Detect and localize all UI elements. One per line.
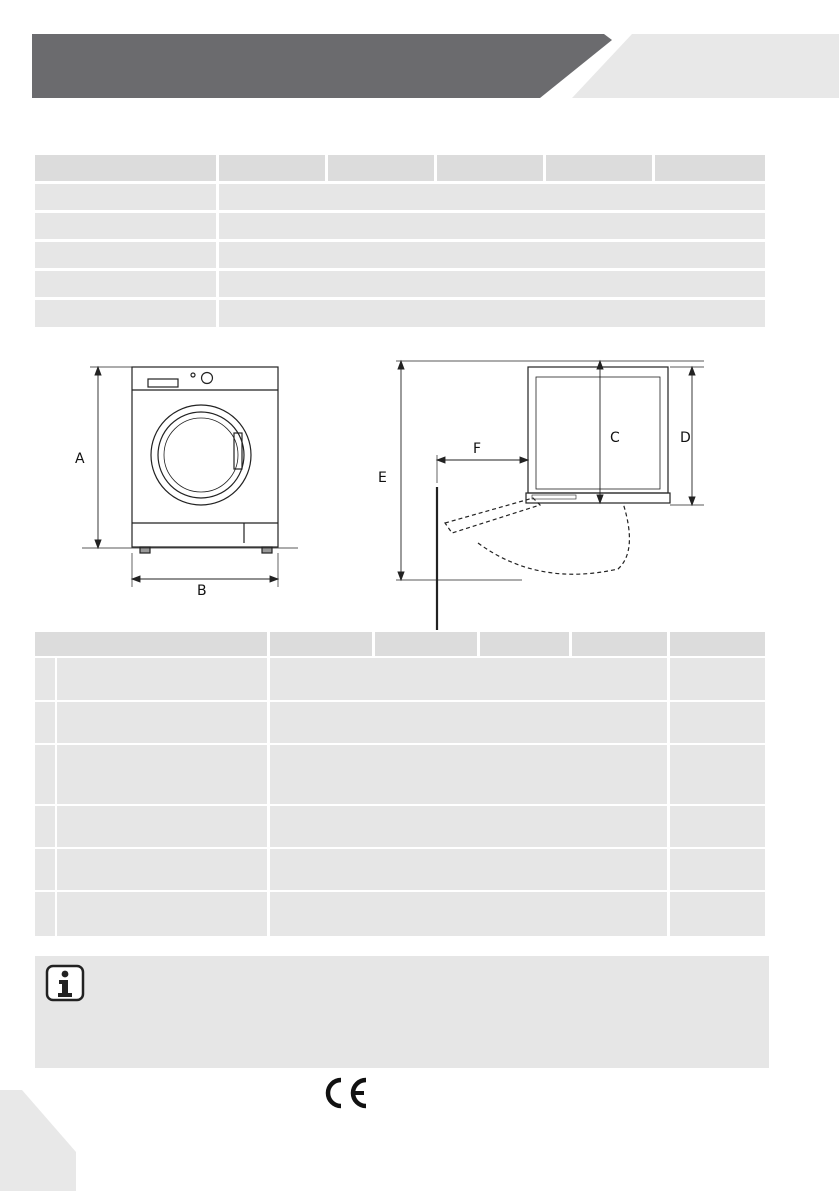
dimension-row-value [270, 892, 667, 936]
dryer-cabinet [132, 367, 278, 547]
dimension-table-header-cell [35, 632, 267, 656]
dimension-row-value [270, 702, 667, 743]
dimension-row-value [270, 658, 667, 700]
dimension-row-value [270, 849, 667, 890]
spec-row-label [35, 300, 216, 327]
spec-table-header-cell [546, 155, 652, 181]
dryer-front-view-diagram [60, 355, 320, 605]
dimension-row-letter [35, 745, 55, 804]
header-title [52, 50, 532, 82]
dimension-row-label [57, 745, 267, 804]
dimension-row-unit [670, 702, 765, 743]
spec-table-header-cell [35, 155, 216, 181]
dimension-row-letter [35, 806, 55, 847]
ce-mark-icon [322, 1076, 370, 1110]
dimension-f-label: F [473, 441, 482, 457]
dimension-table-header-cell [375, 632, 477, 656]
dimension-row-unit [670, 806, 765, 847]
dimension-row-unit [670, 745, 765, 804]
spec-row-value [219, 242, 765, 268]
spec-row-label [35, 242, 216, 268]
spec-row-label [35, 213, 216, 239]
dimension-row-letter [35, 702, 55, 743]
info-icon [45, 964, 85, 1002]
spec-row-label [35, 271, 216, 297]
header-section [640, 52, 820, 80]
spec-row-value [219, 300, 765, 327]
spec-row-label [35, 184, 216, 210]
spec-table [35, 155, 765, 327]
dimension-b-label: B [197, 583, 207, 599]
dimension-row-label [57, 892, 267, 936]
info-note-box [35, 956, 769, 1068]
dimension-d-label: D [680, 430, 691, 446]
dimension-row-value [270, 745, 667, 804]
spec-row-value [219, 213, 765, 239]
dryer-top-view-diagram [368, 355, 713, 635]
dimension-row-value [270, 806, 667, 847]
dryer-door [151, 405, 251, 505]
dimension-row-letter [35, 658, 55, 700]
dimension-table-header-cell [270, 632, 372, 656]
dimension-a-label: A [75, 451, 85, 467]
dimension-e-label: E [378, 470, 387, 486]
dimension-row-label [57, 702, 267, 743]
dimension-row-letter [35, 892, 55, 936]
spec-table-header-cell [437, 155, 543, 181]
spec-table-header-cell [655, 155, 765, 181]
spec-row-value [219, 184, 765, 210]
dimension-row-label [57, 849, 267, 890]
dimension-row-unit [670, 849, 765, 890]
dimension-table-header-cell [670, 632, 765, 656]
spec-table-header-cell [219, 155, 325, 181]
dimension-row-label [57, 658, 267, 700]
page-corner-tab [0, 1090, 80, 1191]
dimension-row-unit [670, 892, 765, 936]
dimension-table [35, 632, 765, 936]
dimension-table-header-cell [480, 632, 569, 656]
spec-row-value [219, 271, 765, 297]
spec-table-header-cell [328, 155, 434, 181]
dryer-body-top [528, 367, 668, 493]
dimension-row-letter [35, 849, 55, 890]
dimension-row-unit [670, 658, 765, 700]
dimension-c-label: C [610, 430, 620, 446]
dimension-row-label [57, 806, 267, 847]
dimension-table-header-cell [572, 632, 667, 656]
